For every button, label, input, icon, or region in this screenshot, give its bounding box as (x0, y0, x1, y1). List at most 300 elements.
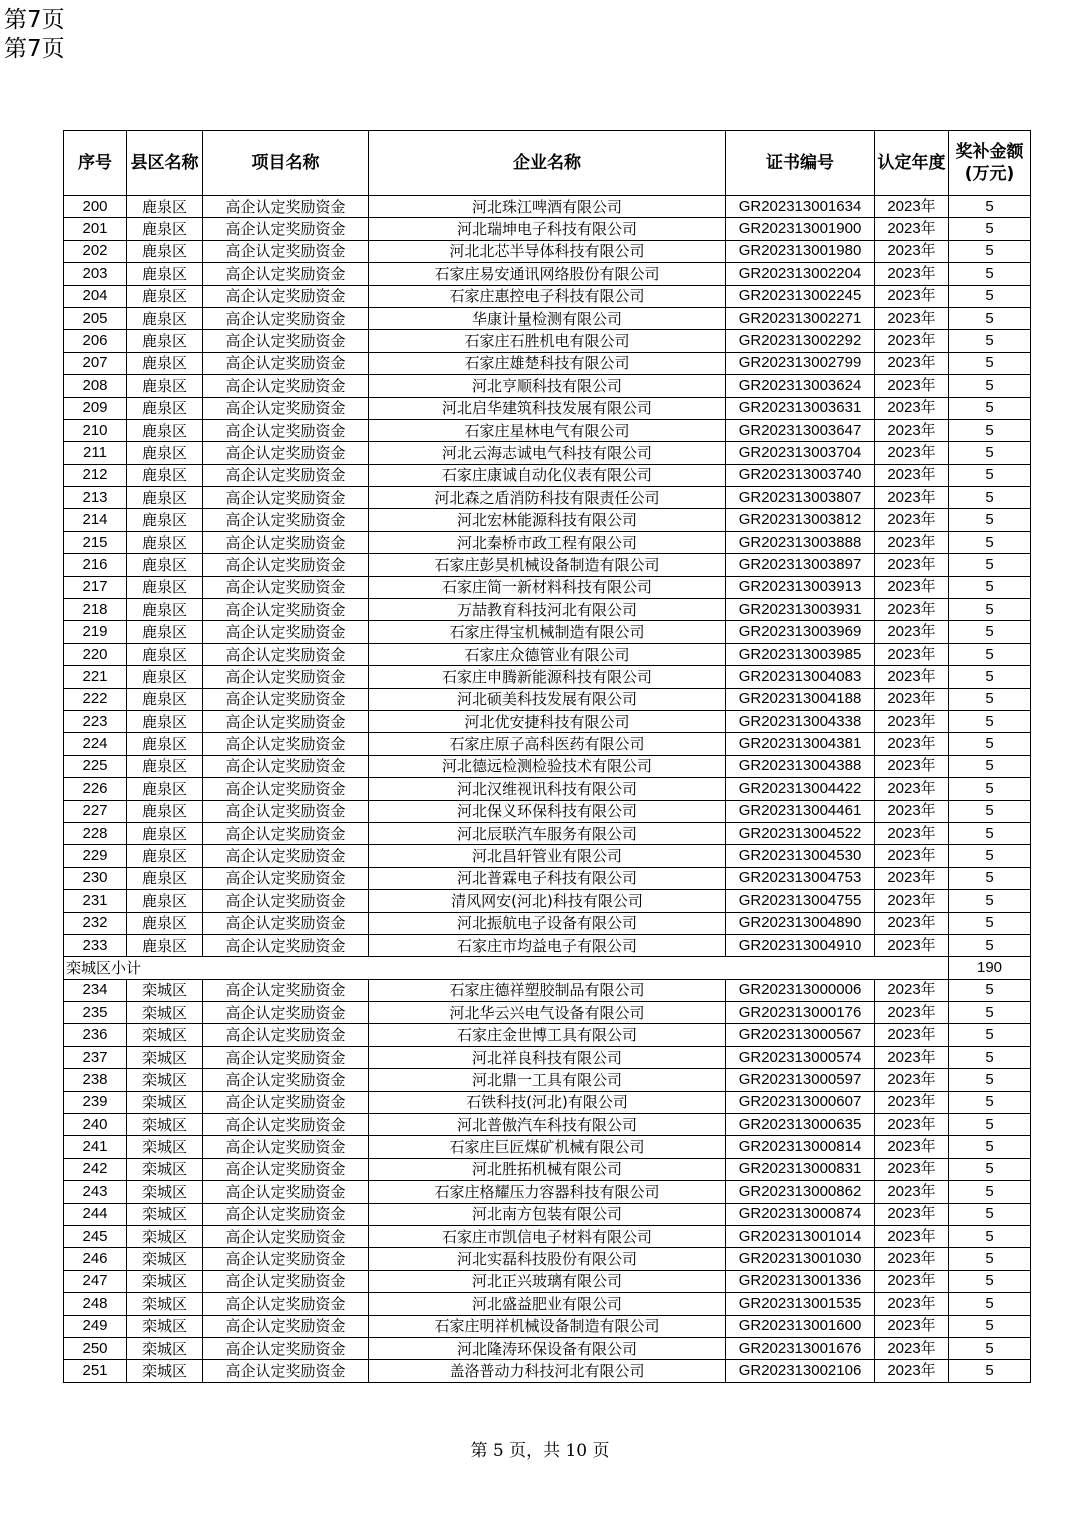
cell-cert: GR202313003624 (726, 375, 875, 397)
cell-project: 高企认定奖励资金 (203, 710, 369, 732)
cell-year: 2023年 (875, 800, 949, 822)
cell-district: 鹿泉区 (127, 688, 203, 710)
cell-company: 河北森之盾消防科技有限责任公司 (369, 487, 726, 509)
cell-year: 2023年 (875, 419, 949, 441)
cell-seq: 246 (64, 1248, 127, 1270)
cell-amount: 5 (949, 1002, 1031, 1024)
cell-seq: 225 (64, 755, 127, 777)
cell-cert: GR202313004530 (726, 845, 875, 867)
cell-company: 石家庄金世博工具有限公司 (369, 1024, 726, 1046)
cell-cert: GR202313004890 (726, 912, 875, 934)
cell-company: 河北启华建筑科技发展有限公司 (369, 397, 726, 419)
award-table (63, 130, 1031, 1383)
cell-year: 2023年 (875, 1069, 949, 1091)
cell-project: 高企认定奖励资金 (203, 778, 369, 800)
cell-company: 河北宏林能源科技有限公司 (369, 509, 726, 531)
cell-project: 高企认定奖励资金 (203, 1158, 369, 1180)
cell-project: 高企认定奖励资金 (203, 1091, 369, 1113)
cell-cert: GR202313003704 (726, 442, 875, 464)
cell-district: 栾城区 (127, 1293, 203, 1315)
cell-district: 鹿泉区 (127, 263, 203, 285)
cell-seq: 216 (64, 554, 127, 576)
cell-cert: GR202313000874 (726, 1203, 875, 1225)
cell-year: 2023年 (875, 1293, 949, 1315)
table-row (64, 397, 1031, 419)
cell-project: 高企认定奖励资金 (203, 531, 369, 553)
page-label: 第7页 (4, 36, 65, 62)
cell-cert: GR202313001634 (726, 196, 875, 218)
cell-amount: 5 (949, 599, 1031, 621)
cell-year: 2023年 (875, 576, 949, 598)
cell-district: 鹿泉区 (127, 822, 203, 844)
table-row (64, 755, 1031, 777)
header-district: 县区名称 (127, 131, 203, 196)
cell-district: 鹿泉区 (127, 599, 203, 621)
cell-district: 栾城区 (127, 1024, 203, 1046)
cell-company: 河北振航电子设备有限公司 (369, 912, 726, 934)
table-row (64, 330, 1031, 352)
cell-seq: 200 (64, 196, 127, 218)
cell-project: 高企认定奖励资金 (203, 1046, 369, 1068)
cell-district: 栾城区 (127, 1248, 203, 1270)
cell-company: 河北华云兴电气设备有限公司 (369, 1002, 726, 1024)
cell-amount: 5 (949, 442, 1031, 464)
cell-year: 2023年 (875, 666, 949, 688)
cell-seq: 235 (64, 1002, 127, 1024)
cell-year: 2023年 (875, 1158, 949, 1180)
cell-company: 河北保义环保科技有限公司 (369, 800, 726, 822)
cell-project: 高企认定奖励资金 (203, 599, 369, 621)
cell-seq: 240 (64, 1114, 127, 1136)
cell-year: 2023年 (875, 1091, 949, 1113)
cell-seq: 214 (64, 509, 127, 531)
table-row (64, 1225, 1031, 1247)
table-row (64, 867, 1031, 889)
cell-cert: GR202313001980 (726, 240, 875, 262)
cell-cert: GR202313001030 (726, 1248, 875, 1270)
cell-district: 栾城区 (127, 1360, 203, 1382)
table-row (64, 1360, 1031, 1382)
cell-district: 栾城区 (127, 1270, 203, 1292)
cell-seq: 207 (64, 352, 127, 374)
table-row (64, 442, 1031, 464)
cell-seq: 234 (64, 979, 127, 1001)
cell-project: 高企认定奖励资金 (203, 1114, 369, 1136)
cell-seq: 251 (64, 1360, 127, 1382)
cell-seq: 220 (64, 643, 127, 665)
cell-cert: GR202313004522 (726, 822, 875, 844)
cell-project: 高企认定奖励资金 (203, 1270, 369, 1292)
table-row (64, 263, 1031, 285)
cell-company: 河北盛益肥业有限公司 (369, 1293, 726, 1315)
cell-district: 鹿泉区 (127, 531, 203, 553)
cell-district: 鹿泉区 (127, 867, 203, 889)
cell-company: 石家庄石胜机电有限公司 (369, 330, 726, 352)
cell-company: 河北珠江啤酒有限公司 (369, 196, 726, 218)
table-row (64, 1181, 1031, 1203)
cell-project: 高企认定奖励资金 (203, 621, 369, 643)
cell-year: 2023年 (875, 307, 949, 329)
cell-cert: GR202313004388 (726, 755, 875, 777)
cell-project: 高企认定奖励资金 (203, 1360, 369, 1382)
cell-project: 高企认定奖励资金 (203, 733, 369, 755)
cell-year: 2023年 (875, 912, 949, 934)
cell-project: 高企认定奖励资金 (203, 1248, 369, 1270)
table-body-section-a (64, 196, 1031, 957)
cell-district: 鹿泉区 (127, 196, 203, 218)
cell-company: 河北普霖电子科技有限公司 (369, 867, 726, 889)
cell-seq: 243 (64, 1181, 127, 1203)
cell-district: 鹿泉区 (127, 218, 203, 240)
cell-district: 鹿泉区 (127, 352, 203, 374)
cell-amount: 5 (949, 1046, 1031, 1068)
cell-district: 鹿泉区 (127, 643, 203, 665)
cell-company: 石家庄简一新材料科技有限公司 (369, 576, 726, 598)
table-row (64, 1270, 1031, 1292)
table-row (64, 1293, 1031, 1315)
cell-seq: 212 (64, 464, 127, 486)
cell-cert: GR202313004910 (726, 934, 875, 956)
cell-year: 2023年 (875, 845, 949, 867)
cell-seq: 206 (64, 330, 127, 352)
cell-project: 高企认定奖励资金 (203, 307, 369, 329)
cell-year: 2023年 (875, 352, 949, 374)
cell-cert: GR202313001676 (726, 1337, 875, 1359)
page-label-stack (4, 6, 65, 64)
cell-cert: GR202313003888 (726, 531, 875, 553)
table-row (64, 218, 1031, 240)
cell-seq: 232 (64, 912, 127, 934)
cell-year: 2023年 (875, 1203, 949, 1225)
cell-amount: 5 (949, 1360, 1031, 1382)
table-row (64, 1069, 1031, 1091)
cell-company: 河北南方包装有限公司 (369, 1203, 726, 1225)
cell-company: 石家庄星林电气有限公司 (369, 419, 726, 441)
subtotal-section (64, 957, 1031, 979)
table-row (64, 307, 1031, 329)
cell-amount: 5 (949, 1203, 1031, 1225)
table-row (64, 531, 1031, 553)
cell-year: 2023年 (875, 375, 949, 397)
cell-amount: 5 (949, 196, 1031, 218)
cell-amount: 5 (949, 1293, 1031, 1315)
cell-year: 2023年 (875, 509, 949, 531)
cell-cert: GR202313004461 (726, 800, 875, 822)
cell-year: 2023年 (875, 1337, 949, 1359)
cell-cert: GR202313003631 (726, 397, 875, 419)
header-amount-line1: 奖补金额 (955, 142, 1024, 162)
cell-amount: 5 (949, 509, 1031, 531)
table-row (64, 1024, 1031, 1046)
table-row (64, 1248, 1031, 1270)
cell-project: 高企认定奖励资金 (203, 643, 369, 665)
cell-company: 石家庄明祥机械设备制造有限公司 (369, 1315, 726, 1337)
cell-year: 2023年 (875, 218, 949, 240)
cell-seq: 247 (64, 1270, 127, 1292)
cell-year: 2023年 (875, 643, 949, 665)
cell-project: 高企认定奖励资金 (203, 218, 369, 240)
cell-cert: GR202313003931 (726, 599, 875, 621)
header-project: 项目名称 (203, 131, 369, 196)
table-row (64, 778, 1031, 800)
cell-cert: GR202313000176 (726, 1002, 875, 1024)
cell-district: 鹿泉区 (127, 464, 203, 486)
cell-amount: 5 (949, 867, 1031, 889)
cell-project: 高企认定奖励资金 (203, 1203, 369, 1225)
cell-seq: 231 (64, 890, 127, 912)
cell-cert: GR202313001900 (726, 218, 875, 240)
table-row (64, 1203, 1031, 1225)
header-cert: 证书编号 (726, 131, 875, 196)
header-amount (949, 131, 1031, 196)
cell-amount: 5 (949, 218, 1031, 240)
cell-company: 清风网安(河北)科技有限公司 (369, 890, 726, 912)
cell-project: 高企认定奖励资金 (203, 554, 369, 576)
cell-company: 河北秦桥市政工程有限公司 (369, 531, 726, 553)
cell-project: 高企认定奖励资金 (203, 1337, 369, 1359)
cell-project: 高企认定奖励资金 (203, 666, 369, 688)
cell-amount: 5 (949, 1024, 1031, 1046)
cell-district: 栾城区 (127, 1136, 203, 1158)
table-row (64, 733, 1031, 755)
subtotal-label: 栾城区小计 (64, 957, 203, 979)
cell-project: 高企认定奖励资金 (203, 1136, 369, 1158)
table-row (64, 800, 1031, 822)
cell-district: 鹿泉区 (127, 778, 203, 800)
cell-year: 2023年 (875, 531, 949, 553)
cell-company: 河北正兴玻璃有限公司 (369, 1270, 726, 1292)
cell-company: 石家庄格耀压力容器科技有限公司 (369, 1181, 726, 1203)
cell-district: 鹿泉区 (127, 666, 203, 688)
cell-district: 鹿泉区 (127, 285, 203, 307)
cell-company: 河北汉维视讯科技有限公司 (369, 778, 726, 800)
cell-seq: 237 (64, 1046, 127, 1068)
cell-project: 高企认定奖励资金 (203, 1293, 369, 1315)
cell-seq: 222 (64, 688, 127, 710)
cell-amount: 5 (949, 979, 1031, 1001)
cell-company: 石铁科技(河北)有限公司 (369, 1091, 726, 1113)
table-row (64, 599, 1031, 621)
cell-amount: 5 (949, 1181, 1031, 1203)
cell-year: 2023年 (875, 599, 949, 621)
cell-year: 2023年 (875, 979, 949, 1001)
table-row (64, 912, 1031, 934)
cell-amount: 5 (949, 643, 1031, 665)
cell-company: 石家庄众德管业有限公司 (369, 643, 726, 665)
cell-amount: 5 (949, 1091, 1031, 1113)
cell-project: 高企认定奖励资金 (203, 1002, 369, 1024)
cell-project: 高企认定奖励资金 (203, 867, 369, 889)
header-company: 企业名称 (369, 131, 726, 196)
cell-cert: GR202313000006 (726, 979, 875, 1001)
cell-project: 高企认定奖励资金 (203, 397, 369, 419)
table-row (64, 934, 1031, 956)
cell-district: 栾城区 (127, 1225, 203, 1247)
cell-amount: 5 (949, 375, 1031, 397)
cell-seq: 217 (64, 576, 127, 598)
cell-amount: 5 (949, 1225, 1031, 1247)
cell-company: 石家庄雄楚科技有限公司 (369, 352, 726, 374)
cell-year: 2023年 (875, 240, 949, 262)
cell-cert: GR202313004083 (726, 666, 875, 688)
cell-company: 石家庄申腾新能源科技有限公司 (369, 666, 726, 688)
cell-year: 2023年 (875, 934, 949, 956)
cell-seq: 230 (64, 867, 127, 889)
cell-amount: 5 (949, 688, 1031, 710)
cell-cert: GR202313002245 (726, 285, 875, 307)
table-row (64, 643, 1031, 665)
cell-seq: 208 (64, 375, 127, 397)
table-row (64, 1315, 1031, 1337)
table-row (64, 688, 1031, 710)
cell-project: 高企认定奖励资金 (203, 240, 369, 262)
table-row (64, 554, 1031, 576)
cell-amount: 5 (949, 1069, 1031, 1091)
cell-year: 2023年 (875, 1360, 949, 1382)
cell-seq: 226 (64, 778, 127, 800)
cell-cert: GR202313003985 (726, 643, 875, 665)
cell-district: 鹿泉区 (127, 845, 203, 867)
cell-cert: GR202313004753 (726, 867, 875, 889)
header-row (64, 131, 1031, 196)
cell-company: 河北优安捷科技有限公司 (369, 710, 726, 732)
cell-year: 2023年 (875, 1002, 949, 1024)
table-row (64, 1046, 1031, 1068)
cell-project: 高企认定奖励资金 (203, 934, 369, 956)
cell-seq: 248 (64, 1293, 127, 1315)
cell-year: 2023年 (875, 710, 949, 732)
table-row (64, 979, 1031, 1001)
cell-year: 2023年 (875, 867, 949, 889)
cell-district: 栾城区 (127, 1181, 203, 1203)
cell-district: 鹿泉区 (127, 375, 203, 397)
cell-amount: 5 (949, 352, 1031, 374)
cell-cert: GR202313002271 (726, 307, 875, 329)
cell-amount: 5 (949, 576, 1031, 598)
table-row (64, 196, 1031, 218)
cell-amount: 5 (949, 464, 1031, 486)
cell-project: 高企认定奖励资金 (203, 890, 369, 912)
cell-project: 高企认定奖励资金 (203, 352, 369, 374)
table-row (64, 666, 1031, 688)
cell-cert: GR202313004338 (726, 710, 875, 732)
cell-cert: GR202313001336 (726, 1270, 875, 1292)
table-row (64, 240, 1031, 262)
cell-district: 鹿泉区 (127, 509, 203, 531)
cell-project: 高企认定奖励资金 (203, 1024, 369, 1046)
cell-seq: 238 (64, 1069, 127, 1091)
cell-cert: GR202313003913 (726, 576, 875, 598)
cell-company: 河北瑞坤电子科技有限公司 (369, 218, 726, 240)
table-row (64, 375, 1031, 397)
cell-company: 石家庄市凯信电子材料有限公司 (369, 1225, 726, 1247)
cell-project: 高企认定奖励资金 (203, 1069, 369, 1091)
header-seq: 序号 (64, 131, 127, 196)
cell-amount: 5 (949, 554, 1031, 576)
cell-cert: GR202313001535 (726, 1293, 875, 1315)
cell-district: 鹿泉区 (127, 240, 203, 262)
cell-company: 石家庄原子高科医药有限公司 (369, 733, 726, 755)
cell-year: 2023年 (875, 755, 949, 777)
cell-district: 鹿泉区 (127, 890, 203, 912)
table-row (64, 352, 1031, 374)
cell-district: 鹿泉区 (127, 487, 203, 509)
cell-cert: GR202313003807 (726, 487, 875, 509)
cell-district: 鹿泉区 (127, 397, 203, 419)
cell-seq: 204 (64, 285, 127, 307)
cell-company: 河北鼎一工具有限公司 (369, 1069, 726, 1091)
cell-amount: 5 (949, 1158, 1031, 1180)
cell-company: 河北胜拓机械有限公司 (369, 1158, 726, 1180)
cell-cert: GR202313001600 (726, 1315, 875, 1337)
cell-cert: GR202313002204 (726, 263, 875, 285)
cell-company: 河北祥良科技有限公司 (369, 1046, 726, 1068)
cell-year: 2023年 (875, 778, 949, 800)
cell-company: 华康计量检测有限公司 (369, 307, 726, 329)
table-row (64, 710, 1031, 732)
cell-year: 2023年 (875, 397, 949, 419)
cell-project: 高企认定奖励资金 (203, 755, 369, 777)
cell-amount: 5 (949, 419, 1031, 441)
cell-cert: GR202313002799 (726, 352, 875, 374)
cell-company: 万喆教育科技河北有限公司 (369, 599, 726, 621)
cell-year: 2023年 (875, 1248, 949, 1270)
cell-cert: GR202313000862 (726, 1181, 875, 1203)
cell-year: 2023年 (875, 688, 949, 710)
table-row (64, 1158, 1031, 1180)
cell-company: 河北云海志诚电气科技有限公司 (369, 442, 726, 464)
table-row (64, 509, 1031, 531)
cell-district: 栾城区 (127, 1046, 203, 1068)
cell-amount: 5 (949, 621, 1031, 643)
cell-year: 2023年 (875, 1181, 949, 1203)
cell-project: 高企认定奖励资金 (203, 196, 369, 218)
cell-district: 鹿泉区 (127, 934, 203, 956)
cell-project: 高企认定奖励资金 (203, 464, 369, 486)
cell-year: 2023年 (875, 487, 949, 509)
cell-district: 栾城区 (127, 1337, 203, 1359)
cell-seq: 205 (64, 307, 127, 329)
cell-district: 鹿泉区 (127, 442, 203, 464)
cell-cert: GR202313003812 (726, 509, 875, 531)
table-row (64, 487, 1031, 509)
cell-district: 鹿泉区 (127, 576, 203, 598)
cell-seq: 201 (64, 218, 127, 240)
cell-district: 栾城区 (127, 1315, 203, 1337)
cell-company: 石家庄康诚自动化仪表有限公司 (369, 464, 726, 486)
cell-project: 高企认定奖励资金 (203, 487, 369, 509)
cell-district: 鹿泉区 (127, 419, 203, 441)
table-row (64, 419, 1031, 441)
cell-amount: 5 (949, 1136, 1031, 1158)
subtotal-value: 190 (949, 957, 1031, 979)
cell-company: 河北昌轩管业有限公司 (369, 845, 726, 867)
cell-seq: 209 (64, 397, 127, 419)
table-row (64, 1136, 1031, 1158)
cell-amount: 5 (949, 1248, 1031, 1270)
cell-amount: 5 (949, 733, 1031, 755)
cell-company: 河北隆涛环保设备有限公司 (369, 1337, 726, 1359)
cell-year: 2023年 (875, 1270, 949, 1292)
table-row (64, 890, 1031, 912)
cell-seq: 211 (64, 442, 127, 464)
cell-seq: 241 (64, 1136, 127, 1158)
cell-cert: GR202313004422 (726, 778, 875, 800)
cell-amount: 5 (949, 1337, 1031, 1359)
cell-project: 高企认定奖励资金 (203, 1181, 369, 1203)
cell-amount: 5 (949, 666, 1031, 688)
cell-seq: 244 (64, 1203, 127, 1225)
